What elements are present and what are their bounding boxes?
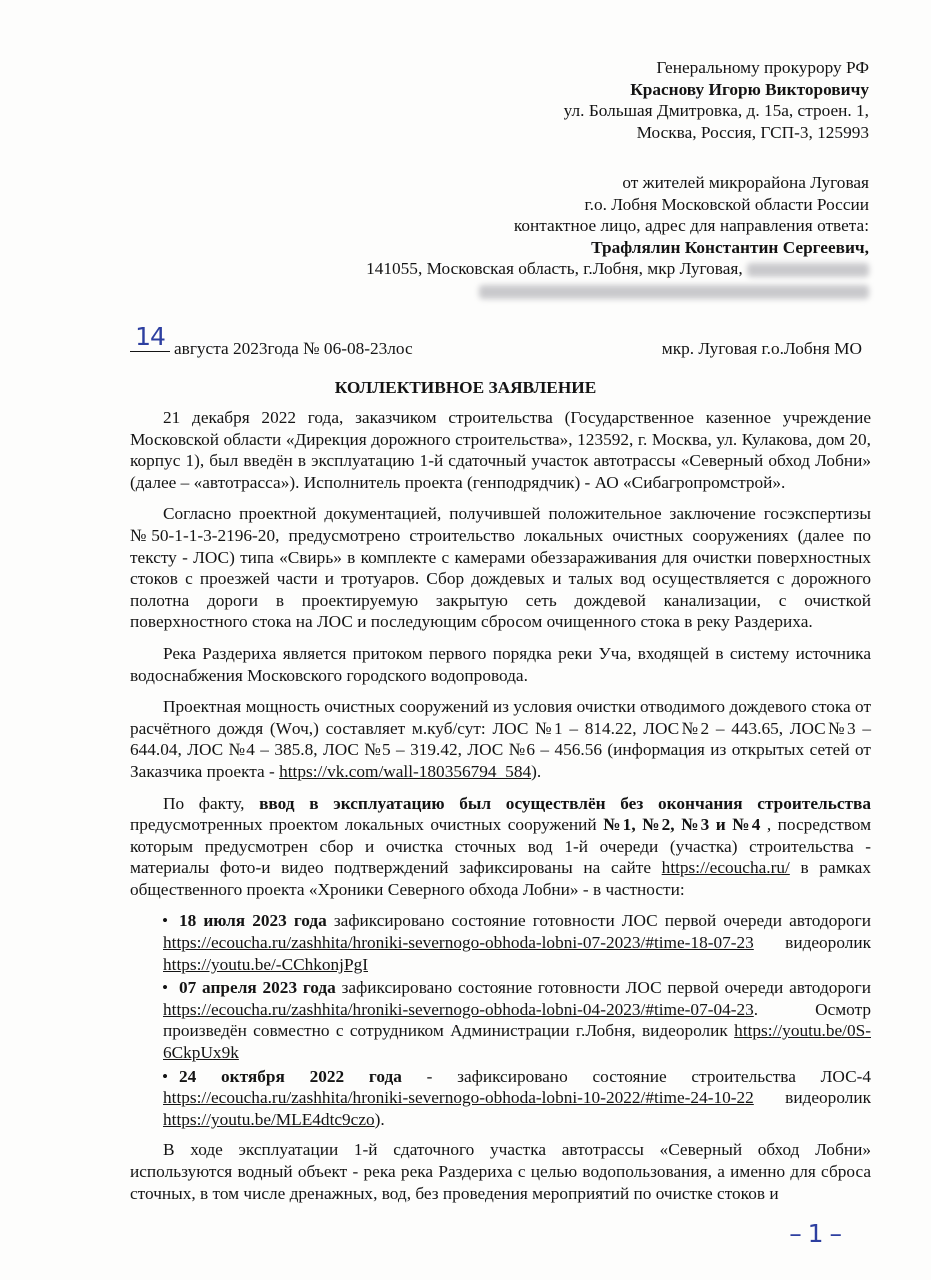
bullet-date: 18 июля 2023 года: [179, 911, 327, 931]
paragraph-5-text: в рамках общественного проекта «Хроники Северного обхода Лобни» - в частности:: [130, 858, 871, 899]
date-text: августа 2023года № 06-08-23лос: [174, 339, 413, 358]
sender-address-line: [366, 258, 869, 280]
addressee-block: [564, 57, 869, 143]
list-item: [163, 910, 871, 975]
place-text: мкр. Луговая г.о.Лобня МО: [661, 339, 862, 358]
paragraph-5-text: По факту,: [163, 793, 260, 813]
addressee-line: Генеральному прокурору РФ: [656, 58, 869, 77]
addressee-address: ул. Большая Дмитровка, д. 15а, строен. 1,: [563, 101, 869, 121]
bullet-date: 24 октября 2022 года: [179, 1066, 402, 1086]
paragraph-4-end: ).: [531, 761, 542, 781]
paragraph-4-text: Проектная мощность очистных сооружений из условия очистки отводимого дождевого стока от расчётного дождя (Wоч,) составляет м.куб/сут: ЛОС №1 – 814.22, ЛОС№2 – 443.65, ЛОС№3 – 644.04, ЛОС №4 – 385.8, ЛОС №5 – 319.42, ЛОС №6 – 456.56 (информация из открытых сетей от Заказчика проекта -: [130, 697, 871, 781]
sender-contact-label: контактное лицо, адрес для направления ответа:: [513, 216, 869, 236]
bullet-text: зафиксировано состояние готовности ЛОС первой очереди автодороги: [326, 911, 871, 931]
page-number: – 1 –: [789, 1219, 841, 1249]
bullet-date: 07 апреля 2023 года: [179, 978, 336, 998]
list-item: [163, 977, 871, 1063]
sender-block: [366, 172, 869, 302]
video-link[interactable]: https://youtu.be/-CChkonjPgI: [163, 954, 368, 974]
sender-address: 141055, Московская область, г.Лобня, мкр Луговая,: [366, 259, 743, 279]
addressee-name: Краснову Игорю Викторовичу: [630, 79, 869, 99]
paragraph-5-bold: №1, №2, №3 и №4: [603, 815, 761, 835]
video-link[interactable]: https://youtu.be/0S-6CkpUx9k: [163, 1021, 871, 1063]
paragraph-5-text: , посредством которым предусмотрен сбор и очистка сточных вод 1-й очереди (участка) строительства - материалы фото-и видео подтверждений зафиксированы на сайте: [130, 815, 872, 878]
bullet-text: ).: [374, 1109, 385, 1129]
list-item: [163, 1066, 871, 1131]
chronicle-link[interactable]: https://ecoucha.ru/zashhita/hroniki-severnogo-obhoda-lobni-07-2023/#time-18-07-23: [163, 933, 754, 953]
sender-city: г.о. Лобня Московской области России: [584, 194, 869, 214]
redacted-contacts: [479, 285, 869, 299]
paragraph-1: 21 декабря 2022 года, заказчиком строительства (Государственное казенное учреждение Московской области «Дирекция дорожного строительства», 123592, г. Москва, ул. Кулакова, дом 20, корпус 1), был введён в эксплуатацию 1-й сдаточный участок автотрассы «Северный обход Лобни» (далее – «автотрасса»). Исполнитель проекта (генподрядчик) - АО «Сибагропромстрой».: [130, 408, 871, 492]
paragraph-4: [130, 696, 871, 782]
paragraph-2: Согласно проектной документацией, получившей положительное заключение госэкспертизы №50-1-1-3-2196-20, предусмотрено строительство локальных очистных сооружениях (далее по тексту - ЛОС) типа «Свирь» в комплекте с камерами обеззараживания для очистки поверхностных стоков с проезжей части и тротуаров. Сбор дождевых и талых вод осуществляется с дорожного полотна дороги в проектируемую закрытую сеть дождевой канализации, с очисткой поверхностного стока на ЛОС и последующим сбросом очищенного стока в реку Раздериха.: [130, 504, 871, 632]
video-link[interactable]: https://youtu.be/MLE4dtc9czo: [163, 1109, 375, 1129]
ecoucha-link[interactable]: https://ecoucha.ru/: [661, 858, 790, 878]
paragraph-5-text: предусмотренных проектом локальных очистных сооружений: [130, 815, 604, 835]
sender-contact-name: Трафлялин Константин Сергеевич,: [591, 237, 869, 257]
bullet-text: . Осмотр произведён совместно с сотрудником Администрации г.Лобня, видеоролик: [163, 999, 871, 1041]
bullet-text: видеоролик: [753, 1088, 871, 1108]
paragraph-5-bold: ввод в эксплуатацию был осуществлён без окончания строительства: [259, 793, 871, 813]
vk-link[interactable]: https://vk.com/wall-180356794_584: [279, 761, 532, 781]
bullet-text: - зафиксировано состояние строительства ЛОС-4: [401, 1066, 871, 1086]
sender-redacted-line: [366, 280, 869, 302]
bullet-text: видеоролик: [753, 933, 871, 953]
chronicle-link[interactable]: https://ecoucha.ru/zashhita/hroniki-severnogo-obhoda-lobni-04-2023/#time-07-04-23: [163, 999, 754, 1019]
sender-line: от жителей микрорайона Луговая: [622, 173, 869, 192]
document-body: [130, 407, 871, 1214]
paragraph-6: В ходе эксплуатации 1-й сдаточного участка автотрассы «Северный обход Лобни» используются водный объект - река река Раздериха с целью водопользования, а именно для сброса сточных, в том числе дренажных, вод, без проведения мероприятий по очистке стоков и: [130, 1140, 871, 1203]
date-line: [130, 322, 870, 361]
handwritten-day: 14: [135, 322, 165, 351]
redacted-address: [747, 263, 869, 277]
paragraph-5: [130, 793, 871, 901]
document-title: КОЛЛЕКТИВНОЕ ЗАЯВЛЕНИЕ: [334, 378, 597, 397]
date-day-field: [130, 322, 170, 352]
paragraph-3: Река Раздериха является притоком первого порядка реки Уча, входящей в систему источника водоснабжения Московского городского водопровода.: [130, 643, 871, 685]
addressee-city: Москва, Россия, ГСП-3, 125993: [636, 122, 869, 142]
chronicle-link[interactable]: https://ecoucha.ru/zashhita/hroniki-severnogo-obhoda-lobni-10-2022/#time-24-10-22: [163, 1088, 754, 1108]
evidence-list: [130, 910, 871, 1130]
bullet-text: зафиксировано состояние готовности ЛОС первой очереди автодороги: [335, 978, 871, 998]
